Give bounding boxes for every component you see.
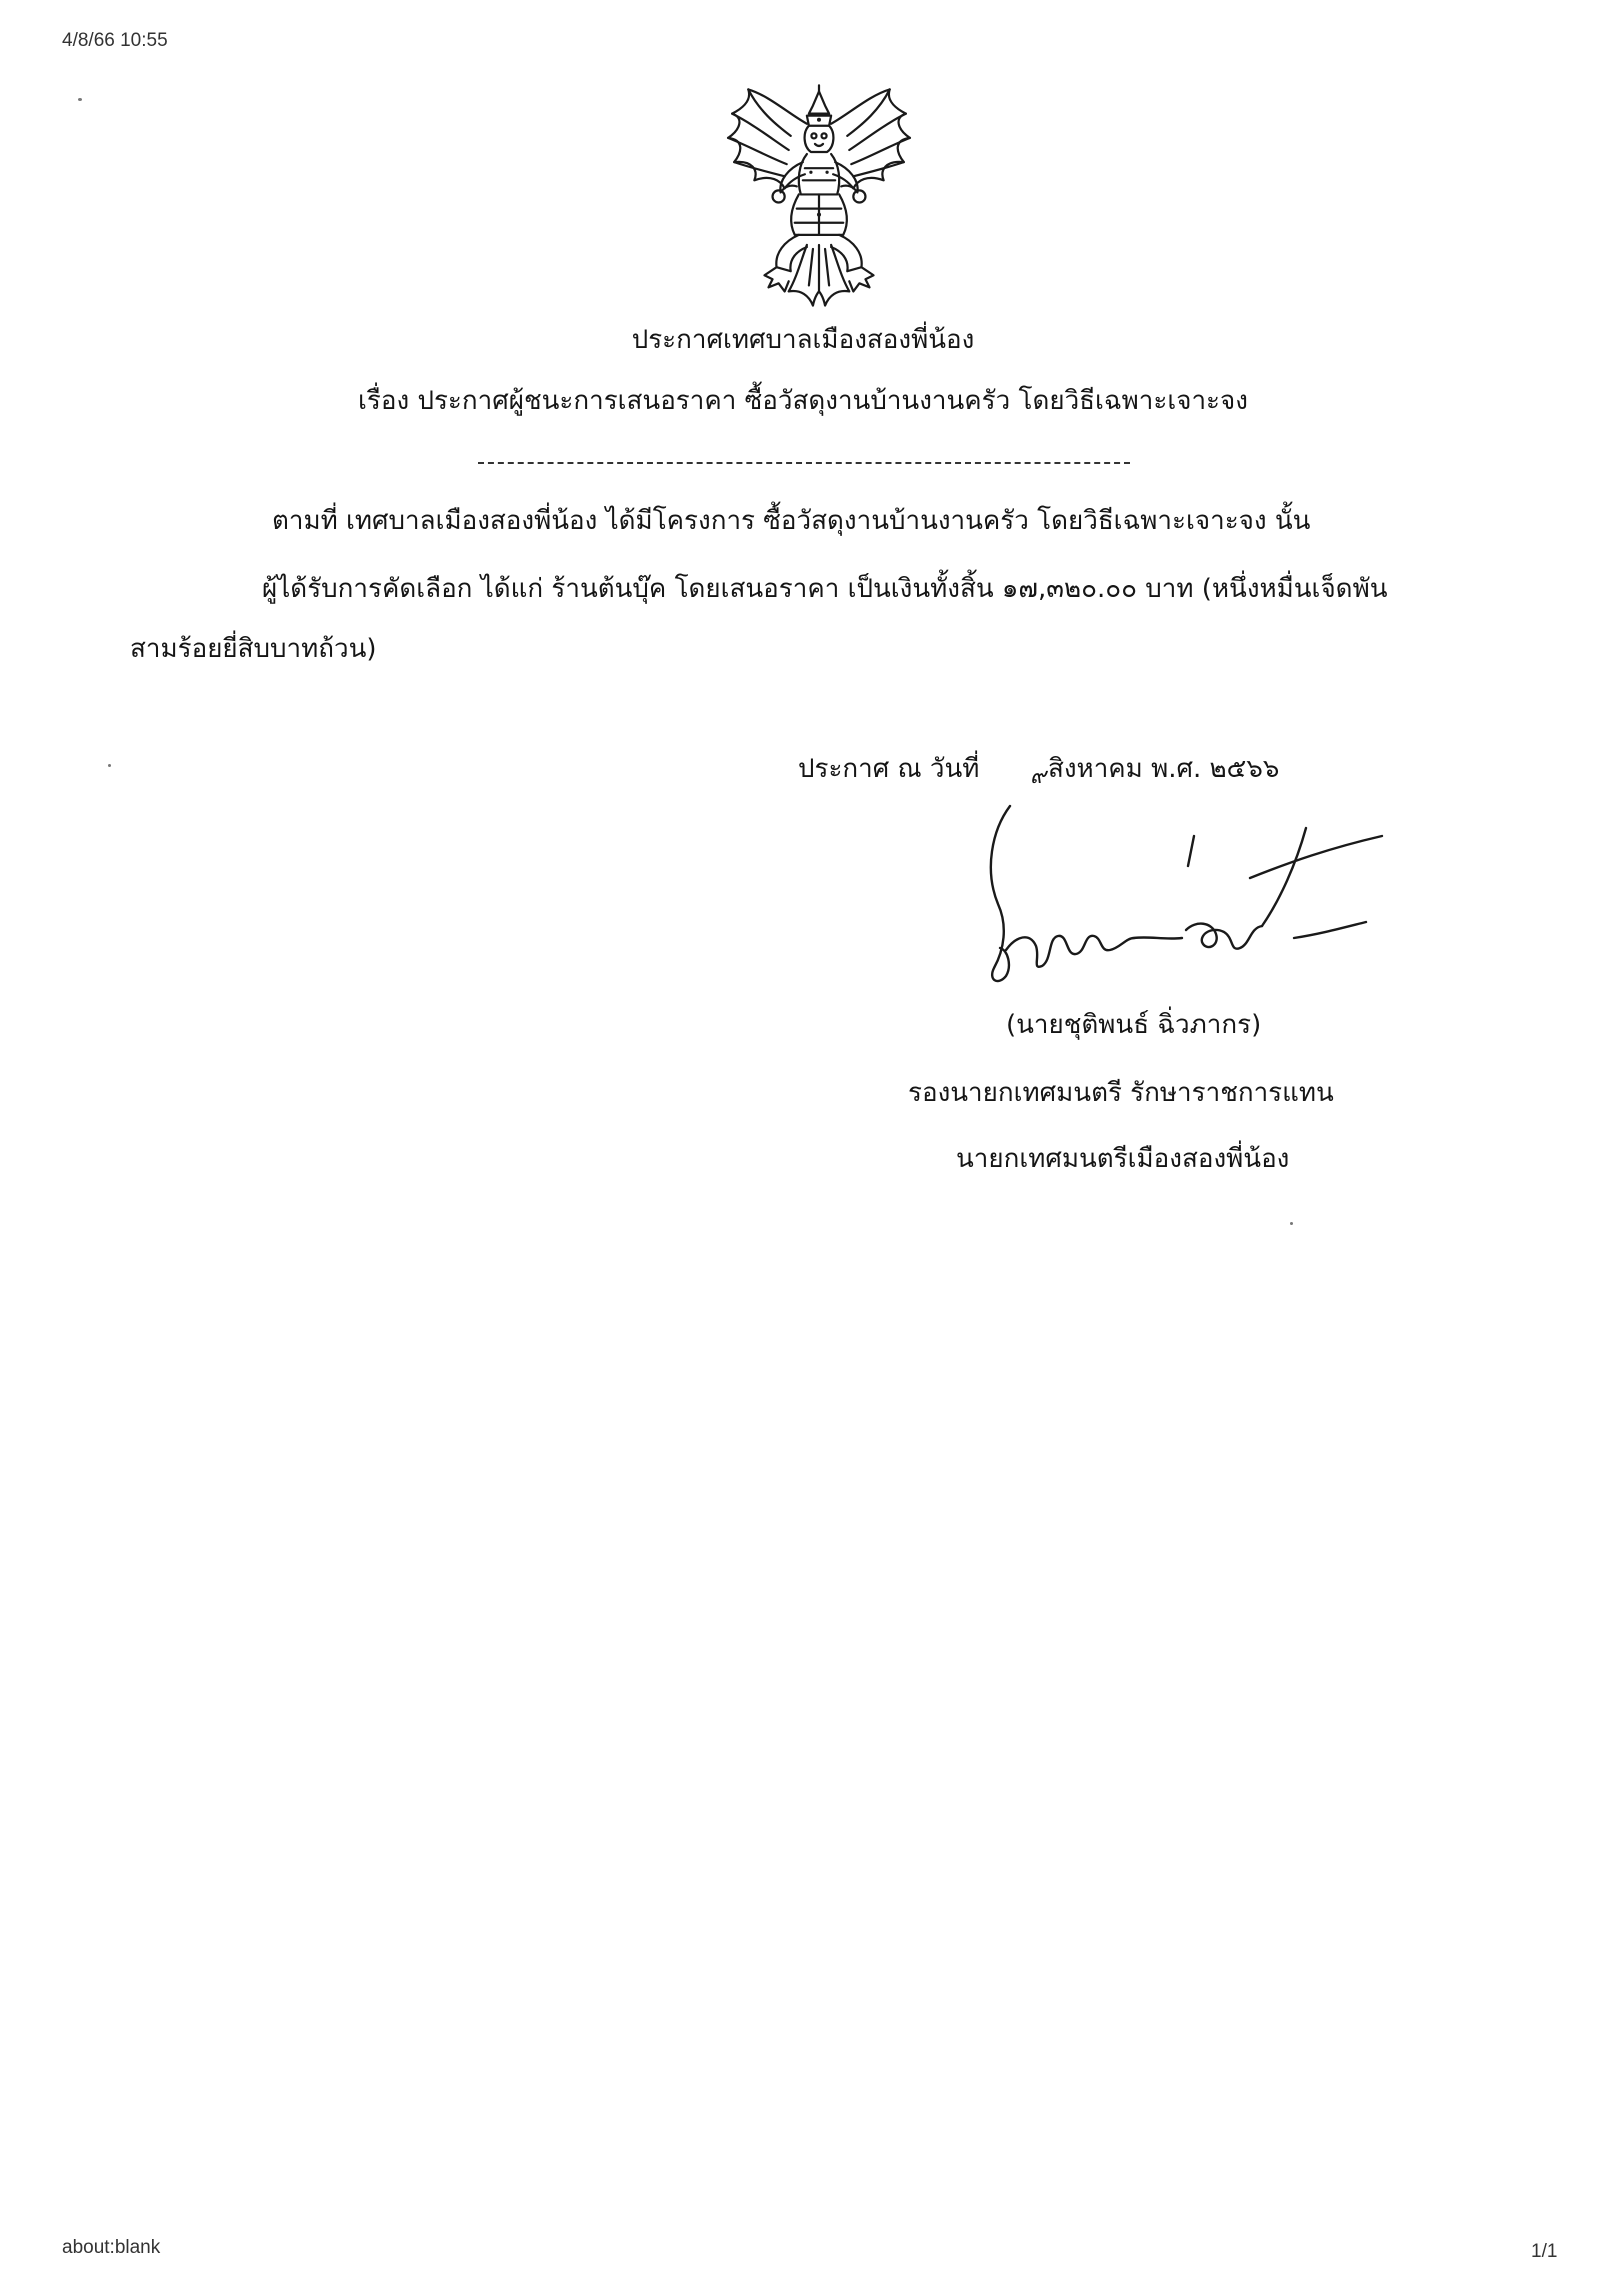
print-timestamp: 4/8/66 10:55 [62, 30, 168, 51]
signature [950, 800, 1430, 1000]
document-title: ประกาศเทศบาลเมืองสองพี่น้อง [631, 325, 975, 355]
signatory-position-2: นายกเทศมนตรีเมืองสองพี่น้อง [956, 1144, 1290, 1174]
garuda-emblem-icon [718, 82, 920, 317]
paragraph-winner: ผู้ได้รับการคัดเลือก ได้แก่ ร้านต้นบุ๊ค โดยเสนอราคา เป็นเงินทั้งสิ้น ๑๗,๓๒๐.๐๐ บาท (หนึ่งหมื่นเจ็ดพัน [262, 574, 1388, 604]
scan-speck [78, 98, 82, 101]
scan-speck [1290, 1222, 1293, 1225]
date-day-handwritten: ๙ [1030, 764, 1047, 789]
print-page-number: 1/1 [1531, 2241, 1558, 2262]
signatory-position: รองนายกเทศมนตรี รักษาราชการแทน [908, 1078, 1334, 1108]
paragraph-winner-continued: สามร้อยยี่สิบบาทถ้วน) [130, 634, 377, 664]
paragraph-project: ตามที่ เทศบาลเมืองสองพี่น้อง ได้มีโครงการ ซื้อวัสดุงานบ้านงานครัว โดยวิธีเฉพาะเจาะจง นั้น [272, 506, 1311, 536]
date-prefix: ประกาศ ณ วันที่ [798, 754, 980, 784]
document-subject: เรื่อง ประกาศผู้ชนะการเสนอราคา ซื้อวัสดุงานบ้านงานครัว โดยวิธีเฉพาะเจาะจง [358, 386, 1248, 416]
print-url: about:blank [62, 2237, 161, 2258]
scan-speck [108, 764, 111, 767]
signatory-name: (นายชุติพนธ์ ฉิ่วภากร) [1006, 1010, 1262, 1040]
title-divider [478, 462, 1130, 464]
date-month-year: สิงหาคม พ.ศ. ๒๕๖๖ [1047, 754, 1280, 784]
